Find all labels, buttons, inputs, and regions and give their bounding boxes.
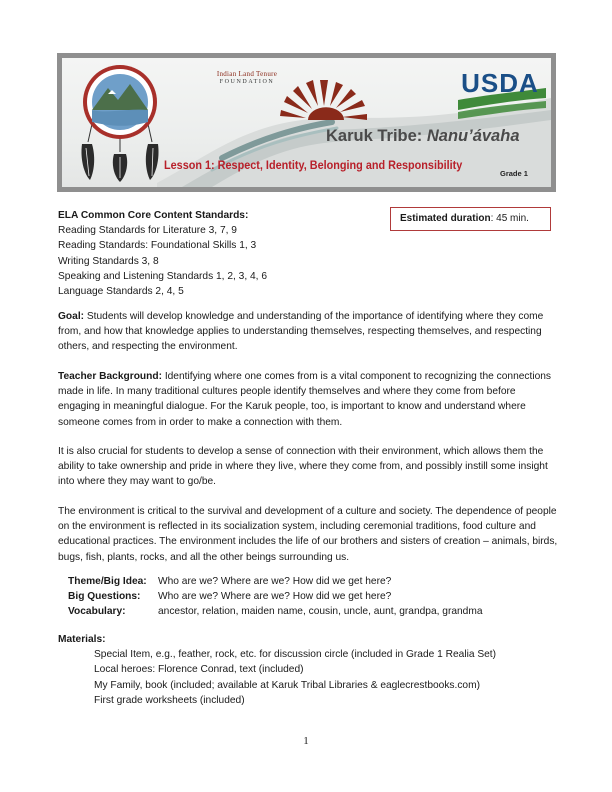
usda-logo-text: USDA xyxy=(461,68,539,98)
goal-label: Goal: xyxy=(58,311,85,322)
teacher-background-section xyxy=(58,369,558,430)
goal-paragraph xyxy=(58,309,558,355)
tribe-title-italic: Nanu’ávaha xyxy=(426,127,520,145)
grade-label: Grade 1 xyxy=(500,169,528,178)
materials-item: Local heroes: Florence Conrad, text (included) xyxy=(94,664,304,676)
goal-text: Students will develop knowledge and understanding of the importance of identifying where they come from, and how that knowledge applies to understanding themselves, respecting themselves, and respecting others, and respecting the environment. xyxy=(58,311,544,353)
theme-label: Theme/Big Idea: xyxy=(68,576,147,587)
materials-section xyxy=(58,632,558,708)
tribe-title-prefix: Karuk Tribe: xyxy=(326,127,427,145)
connection-paragraph xyxy=(58,444,558,490)
theme-section xyxy=(68,574,548,620)
materials-item: Special Item, e.g., feather, rock, etc. for discussion circle (included in Grade 1 Realia Set) xyxy=(94,649,497,661)
big-questions-label: Big Questions: xyxy=(68,591,141,603)
header-banner xyxy=(57,53,556,192)
standard-line: Writing Standards 3, 8 xyxy=(58,255,159,267)
foundation-logo-line2: FOUNDATION xyxy=(219,79,275,85)
standard-line: Reading Standards for Literature 3, 7, 9 xyxy=(58,225,237,237)
standards-section xyxy=(58,208,558,299)
theme-value: Who are we? Where are we? How did we get here? xyxy=(158,576,392,587)
duration-label: Estimated duration xyxy=(400,213,491,224)
connection-text: It is also crucial for students to develop a sense of connection with their environment, which allows them the ability to take ownership and pride in where they live, where they come from, and possibly instill some insight into where they may want to go/be. xyxy=(58,446,548,488)
standard-line: Speaking and Listening Standards 1, 2, 3, 4, 6 xyxy=(58,270,267,282)
karuk-tribe-seal-icon xyxy=(78,64,162,184)
materials-item: My Family, book (included; available at Karuk Tribal Libraries & eaglecrestbooks.com) xyxy=(94,679,480,691)
big-questions-row xyxy=(68,589,548,604)
vocabulary-label: Vocabulary: xyxy=(68,606,126,618)
page-number: 1 xyxy=(303,735,309,747)
teacher-background-text: Identifying where one comes from is a vital component to recognizing the connections made in life. In many traditional cultures people identify themselves and where they come from before engaging in meaningful dialogue. For the Karuk people, too, is important to know and understand where someone comes from in order to make a connection with them. xyxy=(58,371,552,428)
theme-row xyxy=(68,574,548,589)
tribe-title xyxy=(326,126,520,146)
teacher-background-paragraph xyxy=(58,369,558,430)
standard-line: Reading Standards: Foundational Skills 1, 3 xyxy=(58,240,257,252)
big-questions-value: Who are we? Where are we? How did we get here? xyxy=(158,591,392,603)
duration-value: : 45 min. xyxy=(490,213,529,224)
goal-section xyxy=(58,309,558,355)
foundation-logo xyxy=(202,70,292,86)
standards-heading: ELA Common Core Content Standards: xyxy=(58,210,249,221)
foundation-logo-line1: Indian Land Tenure xyxy=(216,70,278,78)
environment-text: The environment is critical to the survival and development of a culture and society. The dependence of people on the environment is reflected in its socialization system, including ceremonial traditions, food culture and educational practices. The environment includes the life of our brothers and sisters of creation – animals, birds, bugs, fish, plants, rocks, and all the other beings surrounding us. xyxy=(58,506,558,563)
teacher-background-label: Teacher Background: xyxy=(58,371,162,382)
vocabulary-row xyxy=(68,604,548,619)
materials-item: First grade worksheets (included) xyxy=(94,694,245,706)
vocabulary-value: ancestor, relation, maiden name, cousin, uncle, aunt, grandpa, grandma xyxy=(158,606,483,618)
banner-artwork xyxy=(62,58,551,187)
environment-paragraph xyxy=(58,504,558,565)
materials-heading: Materials: xyxy=(58,634,106,645)
usda-logo xyxy=(458,68,542,128)
standard-line: Language Standards 2, 4, 5 xyxy=(58,286,184,298)
lesson-title: Lesson 1: Respect, Identity, Belonging and Responsibility xyxy=(164,158,463,172)
